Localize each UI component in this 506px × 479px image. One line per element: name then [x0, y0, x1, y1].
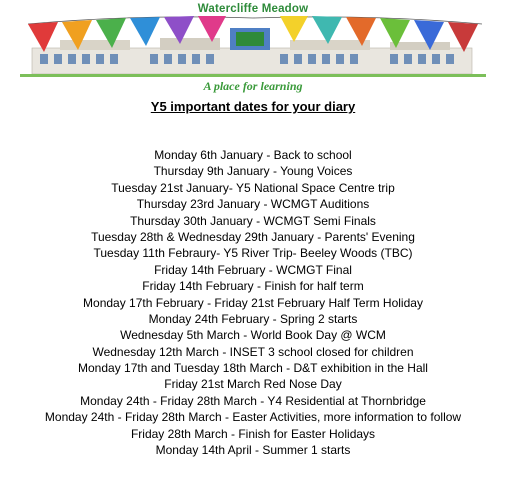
date-item: Friday 14th February - WCMGT Final: [154, 262, 352, 277]
date-item: Monday 24th February - Spring 2 starts: [148, 311, 358, 326]
date-item: Tuesday 21st January- Y5 National Space Centre trip: [111, 180, 395, 195]
date-item: Thursday 30th January - WCMGT Semi Finals: [130, 213, 376, 228]
date-item: Monday 6th January - Back to school: [154, 148, 352, 162]
date-item: Monday 17th February - Friday 21st February Half Term Holiday: [83, 295, 423, 310]
date-item: Friday 14th February - Finish for half term: [142, 279, 364, 294]
date-item: Wednesday 5th March - World Book Day @ WCM: [120, 328, 386, 343]
school-building-illustration: [20, 28, 486, 77]
dates-list: [0, 147, 506, 458]
date-item: Tuesday 28th & Wednesday 29th January - Parents' Evening: [91, 229, 415, 244]
date-item: Monday 24th - Friday 28th March - Y4 Residential at Thornbridge: [80, 393, 426, 408]
date-item: Friday 21st March Red Nose Day: [164, 377, 342, 392]
school-tagline: A place for learning: [203, 79, 303, 93]
date-item: Monday 14th April - Summer 1 starts: [155, 443, 351, 458]
date-item: Thursday 9th January - Young Voices: [153, 164, 353, 179]
date-item: Wednesday 12th March - INSET 3 school closed for children: [92, 344, 414, 359]
date-item: Tuesday 11th Febraury- Y5 River Trip- Beeley Woods (TBC): [93, 246, 413, 261]
date-item: Monday 24th - Friday 28th March - Easter Activities, more information to follow: [44, 410, 462, 425]
date-item: Friday 28th March - Finish for Easter Holidays: [130, 426, 376, 441]
page-title: Y5 important dates for your diary: [150, 99, 356, 114]
date-item: Thursday 23rd January - WCMGT Auditions: [136, 197, 370, 212]
date-item: Monday 17th and Tuesday 18th March - D&T exhibition in the Hall: [78, 361, 428, 376]
school-name: Watercliffe Meadow: [197, 3, 309, 15]
